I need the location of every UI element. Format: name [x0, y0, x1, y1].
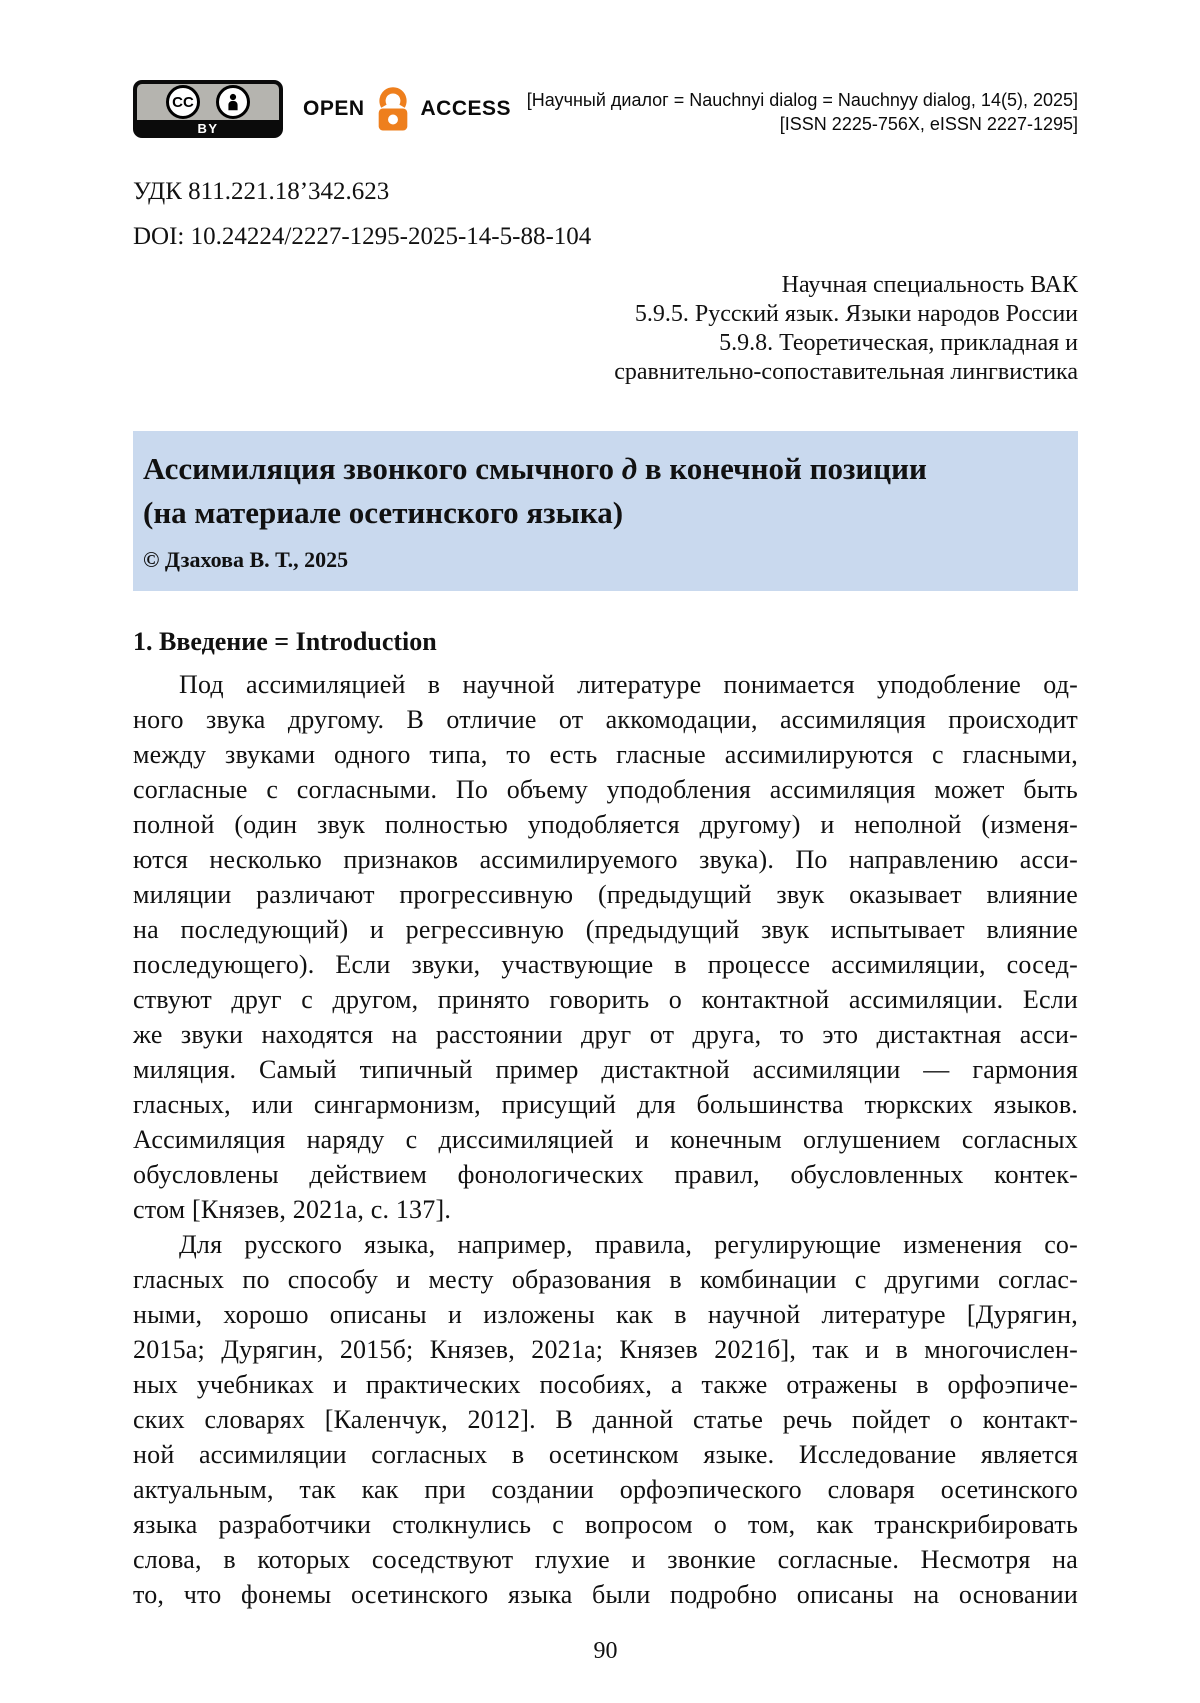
article-title [143, 447, 1060, 535]
text-line: языка разработчики столкнулись с вопросом о том, как транскрибировать [133, 1510, 1078, 1539]
text-line: ствуют друг с другом, принято говорить о контактной ассимиляции. Если [133, 985, 1078, 1014]
text-line: же звуки находятся на расстоянии друг от друга, то это дистактная асси- [133, 1020, 1078, 1049]
cc-by-label: BY [197, 121, 219, 136]
text-line: Ассимиляция наряду с диссимиляцией и конечным оглушением согласных [133, 1125, 1078, 1154]
title-italic-d: д [621, 451, 638, 486]
vak-line: 5.9.5. Русский язык. Языки народов России [634, 301, 1078, 327]
text-line: на последующий) и регрессивную (предыдущий звук испытывает влияние [133, 915, 1078, 944]
page-header [133, 80, 1078, 138]
article-title-line1 [143, 447, 1060, 491]
attribution-person-icon [216, 85, 250, 119]
text-line: 2015а; Дурягин, 2015б; Князев, 2021а; Князев 2021б], так и в многочислен- [133, 1335, 1078, 1364]
license-badges [133, 80, 511, 138]
article-title-line2: (на материале осетинского языка) [143, 495, 624, 530]
text-line: обусловлены действием фонологических правил, обусловленных контек- [133, 1160, 1078, 1189]
journal-citation-line2: [ISSN 2225-756X, eISSN 2227-1295] [779, 114, 1078, 134]
text-line: гласных по способу и месту образования в комбинации с другими соглас- [133, 1265, 1078, 1294]
article-title-block [133, 431, 1078, 591]
text-line: последующего). Если звуки, участвующие в процессе ассимиляции, сосед- [133, 950, 1078, 979]
paragraph [133, 1227, 1078, 1612]
text-line: слова, в которых соседствуют глухие и звонкие согласные. Несмотря на [133, 1545, 1078, 1574]
paragraph [133, 667, 1078, 1227]
title-text-pre: Ассимиляция звонкого смычного [143, 451, 622, 486]
text-line: актуальным, так как при создании орфоэпического словаря осетинского [133, 1475, 1078, 1504]
text-line: миляция. Самый типичный пример дистактной ассимиляции — гармония [133, 1055, 1078, 1084]
cc-by-license-badge [133, 80, 283, 138]
text-line: полной (один звук полностью уподобляется другому) и неполной (изменя- [133, 810, 1078, 839]
text-line: стом [Князев, 2021а, с. 137]. [133, 1195, 452, 1224]
copyright-author: © Дзахова В. Т., 2025 [143, 547, 349, 572]
journal-citation-line1: [Научный диалог = Nauchnyi dialog = Nauchnyy dialog, 14(5), 2025] [526, 90, 1078, 110]
udc-code: УДК 811.221.18’342.623 [133, 178, 390, 205]
text-line: гласных, или сингармонизм, присущий для большинства тюркских языков. [133, 1090, 1078, 1119]
text-line: между звуками одного типа, то есть гласные ассимилируются с гласными, [133, 740, 1078, 769]
vak-line: Научная специальность ВАК [781, 272, 1078, 298]
text-line: ных учебниках и практических пособиях, а также отражены в орфоэпиче- [133, 1370, 1078, 1399]
open-access-access-text: ACCESS [420, 97, 512, 120]
open-access-open-text: OPEN [303, 97, 365, 120]
cc-letters: CC [172, 93, 194, 111]
text-line: ются несколько признаков ассимилируемого звука). По направлению асси- [133, 845, 1078, 874]
article-body [133, 667, 1078, 1612]
text-line: согласные с согласными. По объему уподобления ассимиляция может быть [133, 775, 1078, 804]
text-line: ной ассимиляции согласных в осетинском языке. Исследование является [133, 1440, 1078, 1469]
text-line: Для русского языка, например, правила, регулирующие изменения со- [179, 1230, 1078, 1259]
journal-citation [527, 88, 1078, 136]
cc-logo-icon [166, 85, 200, 119]
text-line: ными, хорошо описаны и изложены как в научной литературе [Дурягин, [133, 1300, 1078, 1329]
vak-line: сравнительно-сопоставительная лингвистика [614, 359, 1078, 385]
doi-code: DOI: 10.24224/2227-1295-2025-14-5-88-104 [133, 223, 592, 250]
text-line: миляции различают прогрессивную (предыдущий звук оказывает влияние [133, 880, 1078, 909]
vak-line: 5.9.8. Теоретическая, прикладная и [719, 330, 1078, 356]
cc-badge-band [137, 84, 279, 120]
text-line: ских словарях [Каленчук, 2012]. В данной статье речь пойдет о контакт- [133, 1405, 1078, 1434]
vak-specialty-block [133, 271, 1078, 387]
page-number: 90 [593, 1638, 618, 1664]
section-heading-introduction: 1. Введение = Introduction [133, 627, 437, 656]
text-line: ного звука другому. В отличие от аккомодации, ассимиляция происходит [133, 705, 1078, 734]
text-line: Под ассимиляцией в научной литературе понимается уподобление од- [179, 670, 1078, 699]
open-lock-icon [372, 83, 414, 135]
title-text-post: в конечной позиции [637, 451, 927, 486]
text-line: то, что фонемы осетинского языка были подробно описаны на основании [133, 1580, 1078, 1609]
open-access-logo [303, 83, 511, 135]
